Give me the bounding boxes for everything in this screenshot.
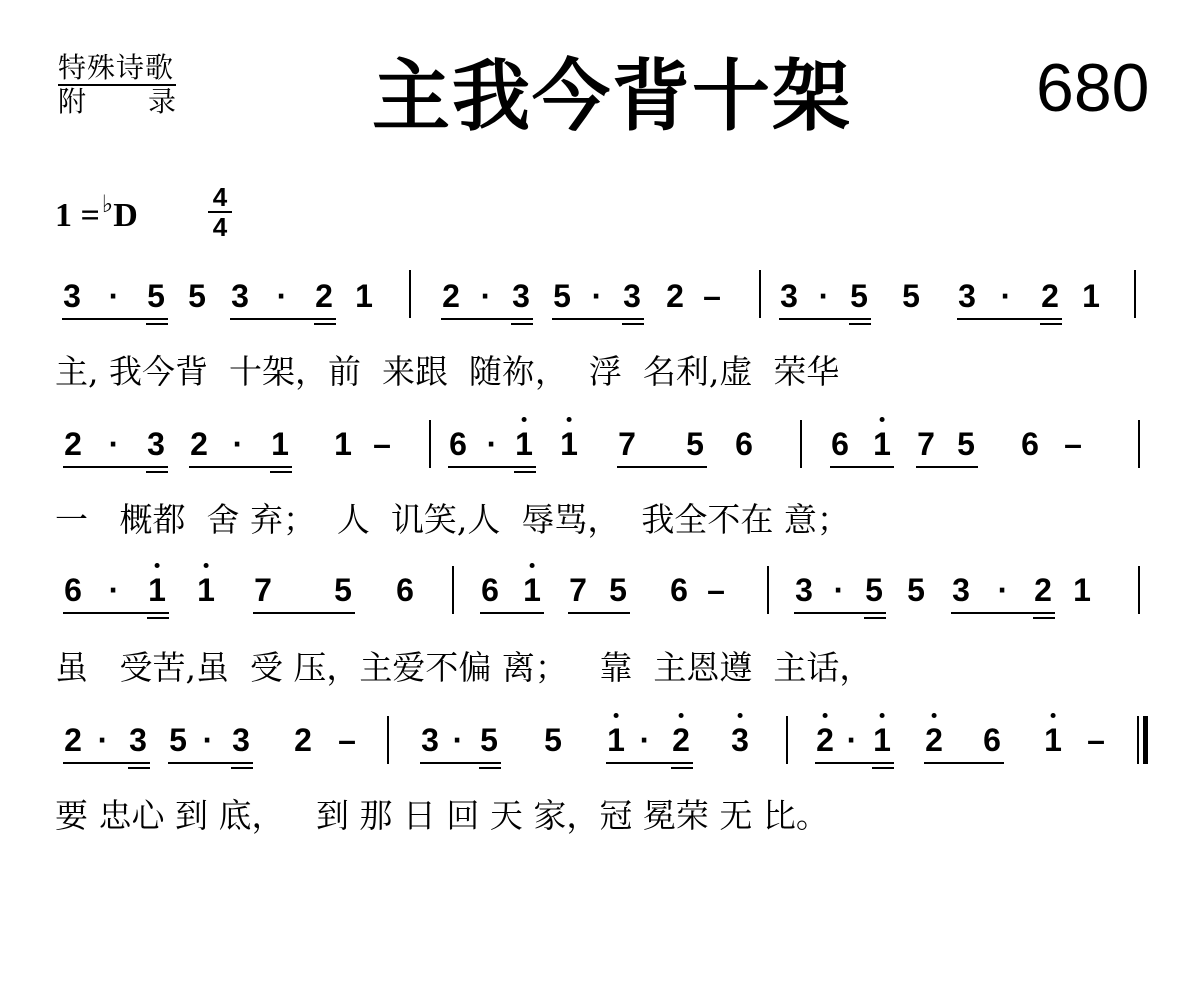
note: 2: [190, 426, 208, 462]
barline: [767, 566, 769, 614]
dot-mark: ·: [452, 722, 464, 758]
note: 3: [958, 278, 976, 314]
octave-dot: [931, 713, 936, 718]
beam: [63, 612, 169, 614]
note: 7: [569, 572, 587, 608]
barline: [409, 270, 411, 318]
beam: [314, 323, 336, 325]
note: 7: [618, 426, 636, 462]
note: 1: [148, 571, 166, 609]
dot-mark: ·: [818, 278, 830, 314]
dot-mark: ·: [591, 278, 603, 314]
octave-dot: [678, 713, 683, 718]
barline: [429, 420, 431, 468]
time-signature: [208, 184, 232, 240]
note: 5: [480, 722, 498, 758]
dot-mark: ·: [846, 722, 858, 758]
beam: [849, 323, 871, 325]
note: 6: [670, 572, 688, 608]
note: 1: [1073, 572, 1091, 608]
hold-dash: –: [338, 722, 356, 758]
beam: [147, 617, 169, 619]
barline: [452, 566, 454, 614]
note: 2: [64, 426, 82, 462]
note: 3: [780, 278, 798, 314]
dot-mark: ·: [202, 722, 214, 758]
note: 5: [957, 426, 975, 462]
note: 1: [271, 426, 289, 462]
note: 5: [686, 426, 704, 462]
note: 5: [188, 278, 206, 314]
beam: [617, 466, 707, 468]
dot-mark: ·: [480, 278, 492, 314]
beam: [231, 767, 253, 769]
note: 7: [254, 572, 272, 608]
note: 3: [731, 721, 749, 759]
beam: [671, 767, 693, 769]
beam: [441, 318, 533, 320]
beam: [253, 612, 355, 614]
hold-dash: –: [707, 572, 725, 608]
barline: [387, 716, 389, 764]
final-barline-thin: [1137, 716, 1139, 764]
dot-mark: ·: [639, 722, 651, 758]
note: 2: [1034, 572, 1052, 608]
note: 6: [1021, 426, 1039, 462]
note: 3: [147, 426, 165, 462]
note: 3: [952, 572, 970, 608]
note: 1: [523, 571, 541, 609]
beam: [568, 612, 630, 614]
beam: [420, 762, 501, 764]
octave-dot: [566, 417, 571, 422]
beam: [511, 323, 533, 325]
octave-dot: [822, 713, 827, 718]
note: 1: [334, 426, 352, 462]
beam: [168, 762, 253, 764]
note: 5: [334, 572, 352, 608]
note: 3: [129, 722, 147, 758]
category-label: [58, 52, 178, 118]
dot-mark: ·: [486, 426, 498, 462]
note: 1: [1044, 721, 1062, 759]
beam: [270, 471, 292, 473]
dot-mark: ·: [97, 722, 109, 758]
category-line-1: 特殊诗歌: [58, 51, 175, 84]
beam: [63, 762, 150, 764]
dot-mark: ·: [232, 426, 244, 462]
note: 3: [795, 572, 813, 608]
beam: [480, 612, 544, 614]
note: 1: [873, 425, 891, 463]
dot-mark: ·: [833, 572, 845, 608]
barline: [1138, 566, 1140, 614]
note: 1: [355, 278, 373, 314]
note: 6: [481, 572, 499, 608]
beam: [189, 466, 292, 468]
final-barline-thick: [1143, 716, 1148, 764]
octave-dot: [613, 713, 618, 718]
beam: [815, 762, 894, 764]
dot-mark: ·: [1000, 278, 1012, 314]
flat-sign: ♭: [101, 190, 114, 218]
beam: [448, 466, 536, 468]
note: 2: [64, 722, 82, 758]
barline: [1138, 420, 1140, 468]
beam: [1033, 617, 1055, 619]
note: 1: [560, 425, 578, 463]
lyric-line-4: 要 忠心 到 底， 到 那 日 回 天 家，冠 冕荣 无 比。: [55, 796, 829, 835]
note: 3: [623, 278, 641, 314]
note: 2: [1041, 278, 1059, 314]
dot-mark: ·: [108, 278, 120, 314]
beam: [552, 318, 644, 320]
barline: [759, 270, 761, 318]
hold-dash: –: [1087, 722, 1105, 758]
note: 3: [421, 722, 439, 758]
dot-mark: ·: [108, 426, 120, 462]
hold-dash: –: [373, 426, 391, 462]
key-letter: D: [113, 197, 138, 234]
beam: [514, 471, 536, 473]
octave-dot: [737, 713, 742, 718]
note: 6: [64, 572, 82, 608]
note: 1: [1082, 278, 1100, 314]
beam: [951, 612, 1055, 614]
note: 5: [553, 278, 571, 314]
note: 3: [232, 722, 250, 758]
beam: [864, 617, 886, 619]
lyric-line-3: 虽 受苦,虽 受 压，主爱不偏 离； 靠 主恩遵 主话，: [55, 648, 873, 687]
lyric-line-1: 主, 我今背 十架，前 来跟 随祢， 浮 名利,虚 荣华: [55, 352, 840, 391]
beam: [606, 762, 693, 764]
note: 2: [442, 278, 460, 314]
note: 5: [544, 722, 562, 758]
hymn-number: 680: [1036, 50, 1150, 126]
octave-dot: [203, 563, 208, 568]
note: 7: [917, 426, 935, 462]
beam: [872, 767, 894, 769]
note: 3: [63, 278, 81, 314]
note: 5: [147, 278, 165, 314]
note: 2: [294, 722, 312, 758]
dot-mark: ·: [276, 278, 288, 314]
category-line-2-b: 录: [147, 85, 176, 118]
time-signature-top: 4: [212, 182, 228, 212]
note: 5: [169, 722, 187, 758]
beam: [622, 323, 644, 325]
barline: [800, 420, 802, 468]
dot-mark: ·: [997, 572, 1009, 608]
note: 1: [197, 571, 215, 609]
beam: [62, 318, 168, 320]
note: 3: [512, 278, 530, 314]
beam: [830, 466, 894, 468]
octave-dot: [879, 713, 884, 718]
note: 6: [983, 722, 1001, 758]
beam: [146, 323, 168, 325]
beam: [957, 318, 1062, 320]
key-prefix: 1 =: [55, 197, 100, 234]
octave-dot: [521, 417, 526, 422]
beam: [916, 466, 978, 468]
note: 6: [831, 426, 849, 462]
note: 5: [865, 572, 883, 608]
lyric-line-2: 一 概都 舍 弃； 人 讥笑,人 辱骂， 我全不在 意；: [55, 500, 850, 539]
note: 5: [850, 278, 868, 314]
note: 1: [515, 425, 533, 463]
note: 2: [666, 278, 684, 314]
category-line-2-a: 附: [58, 85, 87, 118]
note: 1: [873, 721, 891, 759]
barline: [1134, 270, 1136, 318]
note: 1: [607, 721, 625, 759]
note: 6: [396, 572, 414, 608]
category-line-2: [58, 86, 176, 118]
note: 6: [449, 426, 467, 462]
beam: [230, 318, 336, 320]
hold-dash: –: [1064, 426, 1082, 462]
note: 2: [816, 721, 834, 759]
key-signature: [55, 190, 138, 238]
note: 5: [907, 572, 925, 608]
beam: [779, 318, 871, 320]
octave-dot: [154, 563, 159, 568]
note: 3: [231, 278, 249, 314]
note: 2: [672, 721, 690, 759]
beam: [1040, 323, 1062, 325]
hold-dash: –: [703, 278, 721, 314]
note: 2: [925, 721, 943, 759]
note: 5: [902, 278, 920, 314]
note: 6: [735, 426, 753, 462]
octave-dot: [1050, 713, 1055, 718]
octave-dot: [529, 563, 534, 568]
hymn-title: 主我今背十架: [372, 52, 853, 142]
note: 2: [315, 278, 333, 314]
note: 5: [609, 572, 627, 608]
beam: [924, 762, 1004, 764]
beam: [794, 612, 886, 614]
beam: [63, 466, 168, 468]
beam: [146, 471, 168, 473]
beam: [479, 767, 501, 769]
barline: [786, 716, 788, 764]
beam: [128, 767, 150, 769]
octave-dot: [879, 417, 884, 422]
time-signature-bottom: 4: [212, 212, 228, 242]
dot-mark: ·: [108, 572, 120, 608]
